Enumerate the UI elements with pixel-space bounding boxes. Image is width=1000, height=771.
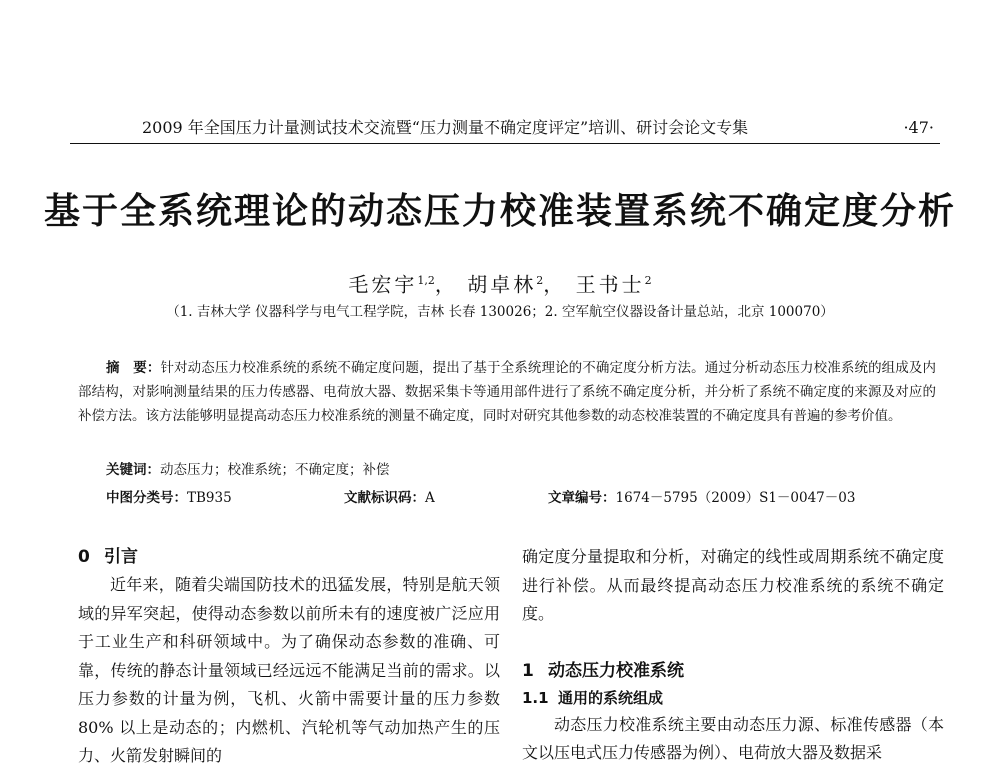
paper-title: 基于全系统理论的动态压力校准装置系统不确定度分析 [43,191,956,232]
keywords-label: 关键词： [106,462,160,478]
article-number-value: 1674－5795（2009）S1－0047－03 [615,490,856,506]
document-code-label: 文献标识码： [344,490,425,506]
document-code-value: A [425,490,435,506]
subsection-title: 通用的系统组成 [558,688,664,707]
paragraph: 动态压力校准系统主要由动态压力源、标准传感器（本文以压电式压力传感器为例）、电荷放大器及数据采 [522,714,944,762]
section-heading [522,657,944,685]
author-separator: ， [543,272,567,297]
author-name: 王书士 [575,272,645,297]
section-heading-introduction [78,543,500,571]
header-rule [70,143,940,144]
clc-label: 中图分类号： [106,490,187,506]
keywords-text: 动态压力；校准系统；不确定度；补偿 [160,462,390,478]
article-number [548,486,855,510]
author-affil-mark: 2 [644,274,652,287]
author-name: 胡卓林 [467,272,537,297]
paragraph-continued: 确定度分量提取和分析，对确定的线性或周期系统不确定度进行补偿。从而最终提高动态压力校准系统的系统不确定度。 [522,547,944,623]
running-head [70,114,940,142]
abstract-label: 摘 要： [106,360,161,376]
section-gap [522,629,944,657]
page-number: ·47· [903,118,934,137]
clc-value: TB935 [187,490,232,506]
section-title: 引言 [104,547,138,567]
clc-number [106,486,232,510]
author-affil-mark: 1,2 [417,274,435,287]
abstract-text: 针对动态压力校准系统的系统不确定度问题，提出了基于全系统理论的不确定度分析方法。通过分析动态压力校准系统的组成及内部结构，对影响测量结果的压力传感器、电荷放大器、数据采集卡等通用部件进行了系统不确定度分析，并分析了系统不确定度的来源及对应的补偿方法。该方法能够明显提高动态压力校准系统的测量不确定度，同时对研究其他参数的动态校准装置的不确定度具有普遍的参考价值。 [78,360,937,424]
keywords [106,458,926,482]
author-separator: ， [434,272,458,297]
article-number-label: 文章编号： [548,490,616,506]
author-affil-mark: 2 [536,274,544,287]
author-name: 毛宏宇 [348,272,418,297]
right-column [522,543,944,768]
section-title: 动态压力校准系统 [548,660,684,681]
subsection-heading [522,685,944,711]
document-code [344,486,435,510]
abstract [78,356,936,428]
running-head-title: 2009 年全国压力计量测试技术交流暨“压力测量不确定度评定”培训、研讨会论文专集 [142,118,749,137]
section-number: 1 [522,660,534,681]
affiliation: （1. 吉林大学 仪器科学与电气工程学院，吉林 长春 130026；2. 空军航空仪器设备计量总站，北京 100070） [166,304,834,320]
subsection-number: 1.1 [522,688,549,707]
paragraph: 近年来，随着尖端国防技术的迅猛发展，特别是航天领域的异军突起，使得动态参数以前所未有的速度被广泛应用于工业生产和科研领域中。为了确保动态参数的准确、可靠，传统的静态计量领域已经远远不能满足当前的需求。以压力参数的计量为例，飞机、火箭中需要计量的压力参数 80% 以上是动态的；内燃机、汽轮机等气动加热产生的压力、火箭发射瞬间的 [78,575,500,765]
left-column [78,543,500,771]
author-list [0,268,1000,298]
section-number: 0 [78,547,90,567]
